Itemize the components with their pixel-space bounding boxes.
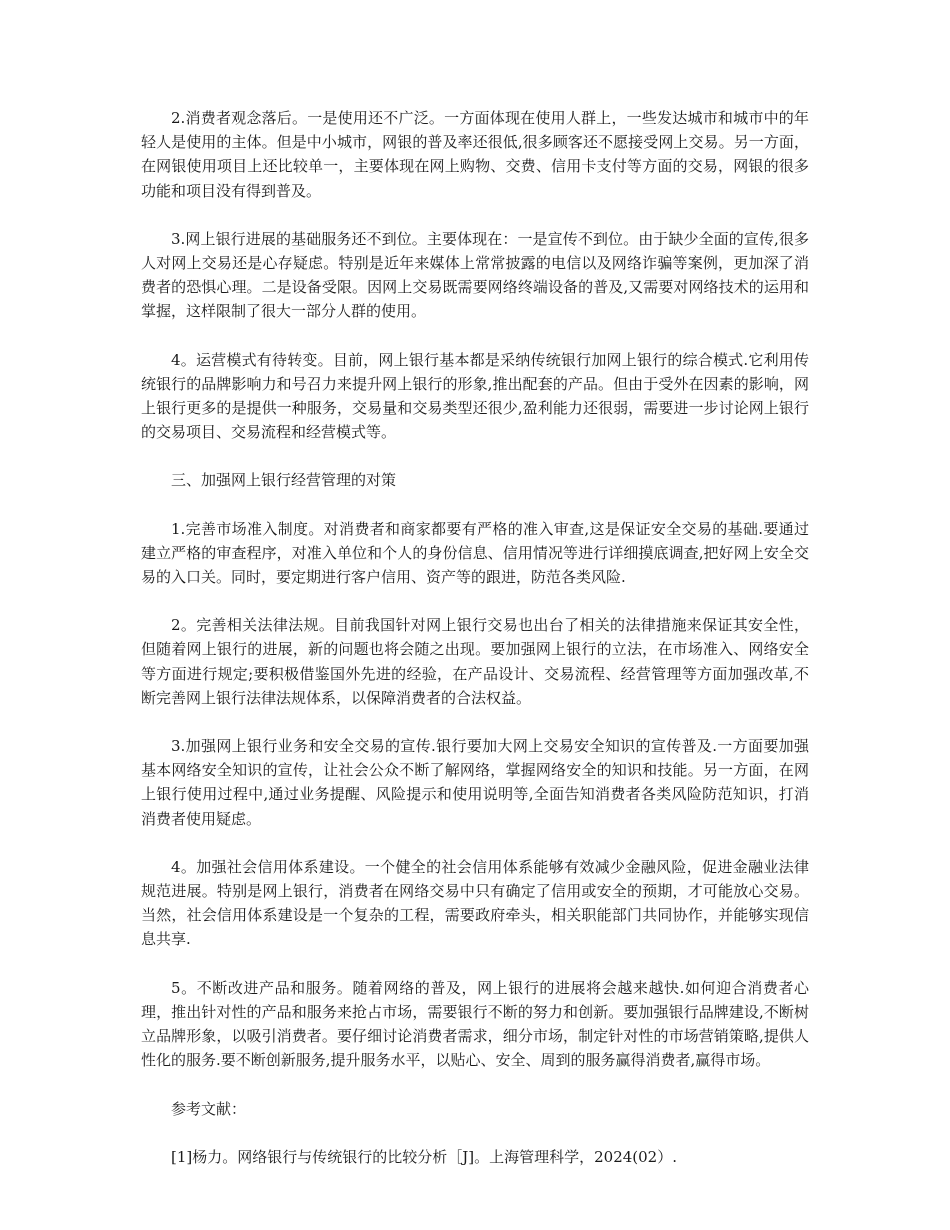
section-heading-countermeasures: 三、加强网上银行经营管理的对策 xyxy=(171,471,397,490)
paragraph-credit-system: 4。加强社会信用体系建设。一个健全的社会信用体系能够有效减少金融风险，促进金融业法律规范进展。特别是网上银行，消费者在网络交易中只有确定了信用或安全的预期，才可能放心交易。当然，社会信用体系建设是一个复杂的工程，需要政府牵头，相关职能部门共同协作，并能够实现信息共享. xyxy=(141,857,809,949)
paragraph-market-access: 1.完善市场准入制度。对消费者和商家都要有严格的准入审查,这是保证安全交易的基础.要通过建立严格的审查程序，对准入单位和个人的身份信息、信用情况等进行详细摸底调查,把好网上安全交易的入口关。同时，要定期进行客户信用、资产等的跟进，防范各类风险. xyxy=(141,519,809,587)
document-body xyxy=(141,106,809,1193)
reference-item: [1]杨力。网络银行与传统银行的比较分析［J]。上海管理科学，2024(02）. xyxy=(171,1147,677,1166)
paragraph-products-services: 5。不断改进产品和服务。随着网络的普及，网上银行的进展将会越来越快.如何迎合消费者心理，推出针对性的产品和服务来抢占市场，需要银行不断的努力和创新。要加强银行品牌建设,不断树立品牌形象，以吸引消费者。要仔细讨论消费者需求，细分市场，制定针对性的市场营销策略,提供人性化的服务.要不断创新服务,提升服务水平，以贴心、安全、周到的服务赢得消费者,赢得市场。 xyxy=(141,978,809,1070)
paragraph-consumer-concept: 2.消费者观念落后。一是使用还不广泛。一方面体现在使用人群上，一些发达城市和城市中的年轻人是使用的主体。但是中小城市，网银的普及率还很低,很多顾客还不愿接受网上交易。另一方面，在网银使用项目上还比较单一，主要体现在网上购物、交费、信用卡支付等方面的交易，网银的很多功能和项目没有得到普及。 xyxy=(141,109,809,200)
paragraph-security-publicity: 3.加强网上银行业务和安全交易的宣传.银行要加大网上交易安全知识的宣传普及.一方面要加强基本网络安全知识的宣传，让社会公众不断了解网络，掌握网络安全的知识和技能。另一方面，在网上银行使用过程中,通过业务提醒、风险提示和使用说明等,全面告知消费者各类风险防范知识，打消消费者使用疑虑。 xyxy=(141,737,809,828)
paragraph-operating-model: 4。运营模式有待转变。目前，网上银行基本都是采纳传统银行加网上银行的综合模式.它利用传统银行的品牌影响力和号召力来提升网上银行的形象,推出配套的产品。但由于受外在因素的影响，网上银行更多的是提供一种服务，交易量和交易类型还很少,盈利能力还很弱，需要进一步讨论网上银行的交易项目、交易流程和经营模式等。 xyxy=(141,350,809,442)
paragraph-laws-regulations: 2。完善相关法律法规。目前我国针对网上银行交易也出台了相关的法律措施来保证其安全性，但随着网上银行的进展，新的问题也将会随之出现。要加强网上银行的立法，在市场准入、网络安全等方面进行规定;要积极借鉴国外先进的经验，在产品设计、交易流程、经营管理等方面加强改革,不断完善网上银行法律法规体系，以保障消费者的合法权益。 xyxy=(141,616,809,707)
references-heading: 参考文献： xyxy=(171,1099,247,1118)
paragraph-basic-services: 3.网上银行进展的基础服务还不到位。主要体现在：一是宣传不到位。由于缺少全面的宣传,很多人对网上交易还是心存疑虑。特别是近年来媒体上常常披露的电信以及网络诈骗等案例，更加深了消费者的恐惧心理。二是设备受限。因网上交易既需要网络终端设备的普及,又需要对网络技术的运用和掌握，这样限制了很大一部分人群的使用。 xyxy=(141,229,809,321)
